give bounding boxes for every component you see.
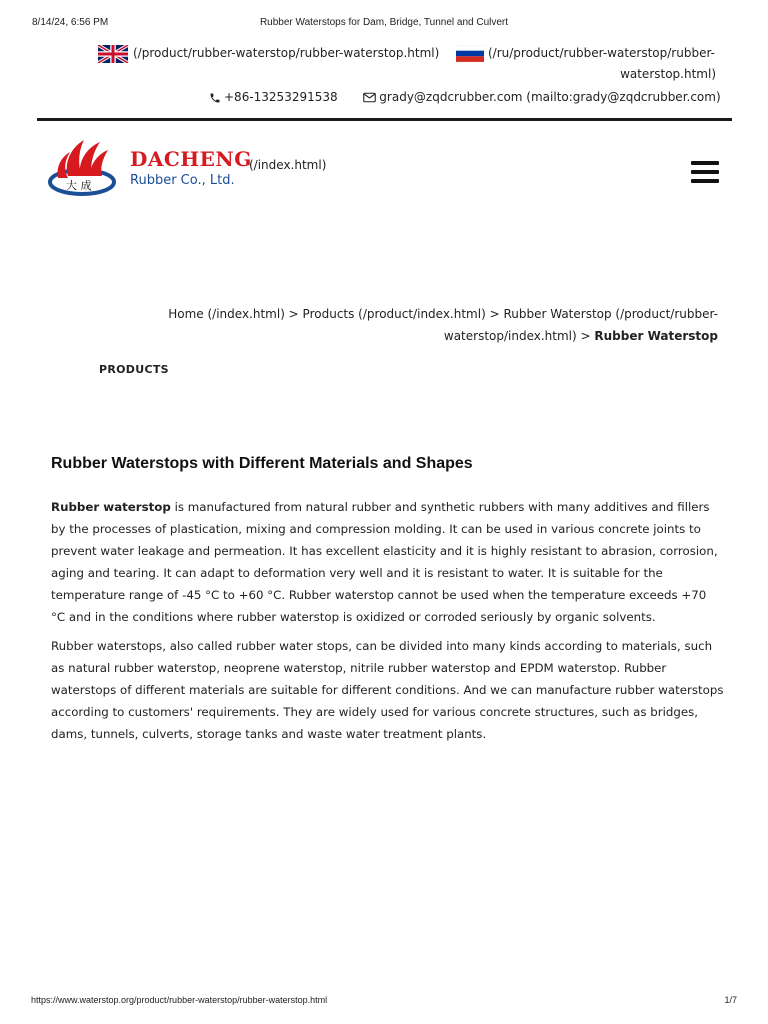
p1-line-2: by the processes of plastication, mixing and compression molding. It can be used in various concrete joints to [51,522,701,536]
paragraph-1 [51,496,721,628]
p1-line-3: prevent water leakage and permeation. It has excellent elasticity and it is highly resistant to abrasion, corrosion, [51,544,718,558]
paragraph-1-lead: Rubber waterstop [51,500,171,514]
brand-name: DACHENG [130,147,252,171]
phone-number[interactable]: +86-13253291538 [224,90,338,104]
language-english-link[interactable] [97,43,439,64]
p2-line-1: Rubber waterstops, also called rubber water stops, can be divided into many kinds according to materials, such [51,639,713,653]
p1-line-6: °C and in the conditions where rubber waterstop is oxidized or corroded seriously by organic solvents. [51,610,656,624]
p1-line-5: temperature range of -45 °C to +60 °C. Rubber waterstop cannot be used when the temperature exceeds +70 [51,588,707,602]
home-link[interactable]: (/index.html) [249,158,327,172]
print-date: 8/14/24, 6:56 PM [32,17,109,28]
logo-chars: 大 成 [66,179,92,192]
article-body [51,496,724,752]
phone-icon [209,92,221,104]
breadcrumb-current: Rubber Waterstop [594,329,718,343]
article-heading: Rubber Waterstops with Different Materials and Shapes [51,455,473,472]
contact-bar [209,90,721,104]
envelope-icon [363,92,376,103]
paragraph-2 [51,635,724,745]
russian-link-text-1: (/ru/product/rubber-waterstop/rubber- [488,46,715,60]
p2-line-5: dams, tunnels, culverts, storage tanks and waste water treatment plants. [51,727,487,741]
uk-flag-icon [97,45,129,63]
dacheng-logo-icon[interactable] [48,136,138,200]
p2-line-3: waterstops of different materials are suitable for different conditions. And we can manufacture rubber waterstops [51,683,724,697]
header-divider [37,118,732,121]
p2-line-4: according to customers' requirements. They are widely used for various concrete structures, such as bridges, [51,705,698,719]
breadcrumb [140,303,718,347]
breadcrumb-links-1[interactable]: Home (/index.html) > Products (/product/index.html) > Rubber Waterstop (/product/rubber- [168,307,718,321]
print-header [0,17,768,31]
page-number: 1/7 [724,995,737,1005]
print-url: https://www.waterstop.org/product/rubber-waterstop/rubber-waterstop.html [31,995,328,1005]
p2-line-2: as natural rubber waterstop, neoprene waterstop, nitrile rubber waterstop and EPDM waterstop. Rubber [51,661,667,675]
language-russian-link[interactable] [456,43,719,85]
p1-line-1: is manufactured from natural rubber and synthetic rubbers with many additives and fillers [170,500,710,514]
russia-flag-icon [456,45,484,62]
english-link-text: (/product/rubber-waterstop/rubber-waterstop.html) [133,46,440,60]
brand-subtitle: Rubber Co., Ltd. [130,173,235,188]
russian-link-text-2: waterstop.html) [620,67,716,81]
breadcrumb-links-2[interactable]: waterstop/index.html) > [443,329,595,343]
email-link[interactable]: grady@zqdcrubber.com (mailto:grady@zqdcrubber.com) [379,90,721,104]
p1-line-4: aging and tearing. It can adapt to deformation very well and it is resistant to water. It is suitable for the [51,566,663,580]
print-title: Rubber Waterstops for Dam, Bridge, Tunnel and Culvert [259,17,509,28]
brand-block[interactable] [130,147,252,188]
hamburger-menu-icon[interactable] [691,161,719,185]
section-label: PRODUCTS [99,363,169,376]
